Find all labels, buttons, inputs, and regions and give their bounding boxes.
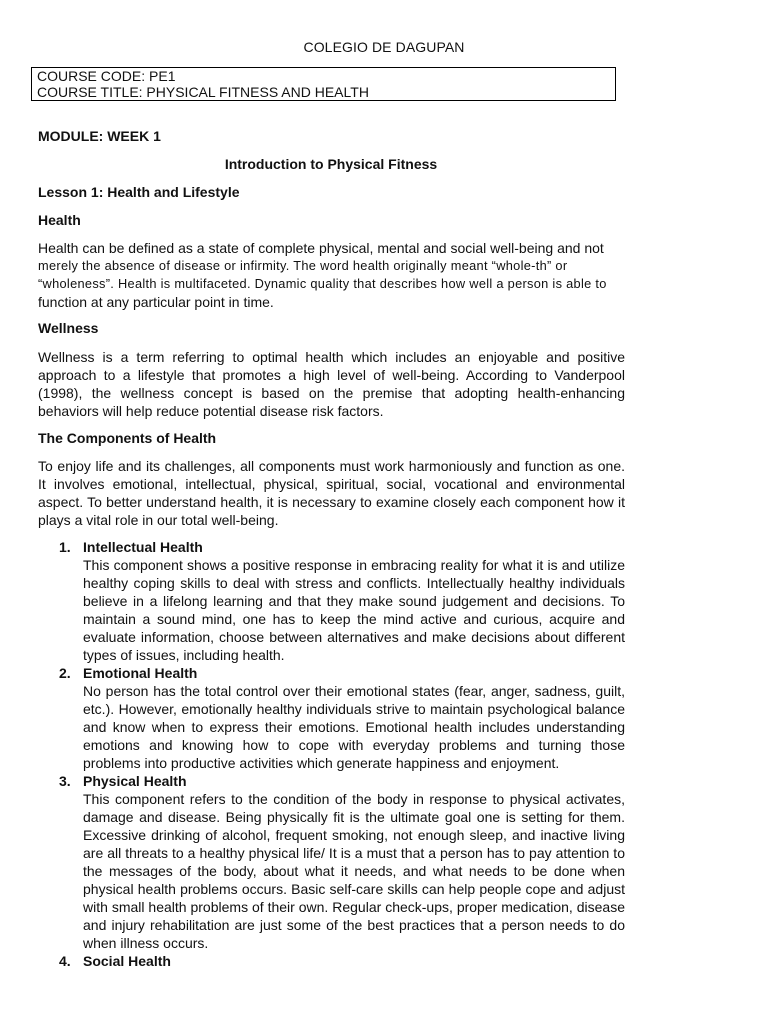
list-item-title: Social Health — [83, 953, 171, 969]
course-info-box — [31, 67, 616, 101]
components-heading: The Components of Health — [38, 430, 217, 446]
list-item-title: Physical Health — [83, 773, 187, 789]
list-item-number: 4. — [59, 953, 71, 969]
intro-title-text: Introduction to Physical Fitness — [224, 156, 438, 172]
list-item-body: This component shows a positive response in embracing reality for what it is and utilize healthy coping skills to deal with stress and conflicts. Intellectually healthy individuals believe in a lifelong learning and that they make sound judgement and decisions. To maintain a sound mind, one has to keep the mind active and curious, acquire and evaluate information, choose between alternatives and make decisions about different types of issues, including health. — [83, 557, 625, 663]
health-paragraph — [38, 239, 625, 311]
list-item-body: No person has the total control over their emotional states (fear, anger, sadness, guilt, etc.). However, emotionally healthy individuals strive to maintain psychological balance and know when to express their emotions. Emotional health includes understanding emotions and knowing how to cope with everyday problems and turning those problems into productive activities which generate happiness and enjoyment. — [83, 683, 625, 771]
list-item-number: 2. — [59, 665, 71, 681]
school-name: COLEGIO DE DAGUPAN — [303, 39, 465, 55]
health-line-1: Health can be defined as a state of complete physical, mental and social well-being and not — [38, 240, 604, 256]
health-line-4: function at any particular point in time. — [38, 294, 274, 310]
intro-title — [0, 156, 662, 172]
list-item-title: Intellectual Health — [83, 539, 203, 555]
list-item-body: This component refers to the condition of the body in response to physical activates, damage and disease. Being physically fit is the ultimate goal one is setting for them. Excessive drinking of alcohol, frequent smoking, not enough sleep, and inactive living are all threats to a healthy physical life/ It is a must that a person has to pay attention to the messages of the body, about what it needs, and what needs to be done when physical health problems occurs. Basic self-care skills can help people cope and adjust with small health problems of their own. Regular check-ups, proper medication, disease and injury rehabilitation are just some of the best practices that a person needs to do when illness occurs. — [83, 791, 625, 951]
components-paragraph: To enjoy life and its challenges, all components must work harmoniously and function as one. It involves emotional, intellectual, physical, spiritual, social, vocational and environmental aspect. To better understand health, it is necessary to examine closely each component how it plays a vital role in our total well-being. — [38, 458, 625, 528]
list-item — [59, 664, 625, 772]
wellness-paragraph: Wellness is a term referring to optimal health which includes an enjoyable and positive approach to a lifestyle that promotes a high level of well-being. According to Vanderpool (1998), the wellness concept is based on the premise that adopting health-enhancing behaviors will help reduce potential disease risk factors. — [38, 349, 625, 419]
health-line-2: merely the absence of disease or infirmity. The word health originally meant “whole-th” or — [38, 258, 568, 273]
health-heading: Health — [38, 212, 81, 228]
list-item-number: 3. — [59, 773, 71, 789]
lesson-heading: Lesson 1: Health and Lifestyle — [38, 184, 240, 200]
module-heading: MODULE: WEEK 1 — [38, 128, 161, 144]
list-item — [59, 538, 625, 664]
components-list — [59, 538, 625, 970]
list-item — [59, 772, 625, 952]
wellness-heading: Wellness — [38, 320, 99, 336]
list-item-title: Emotional Health — [83, 665, 198, 681]
list-item — [59, 952, 625, 970]
course-title: COURSE TITLE: PHYSICAL FITNESS AND HEALTH — [37, 84, 369, 100]
course-code: COURSE CODE: PE1 — [37, 68, 176, 84]
health-line-3: “wholeness”. Health is multifaceted. Dynamic quality that describes how well a person is able to — [38, 276, 607, 291]
list-item-number: 1. — [59, 539, 71, 555]
